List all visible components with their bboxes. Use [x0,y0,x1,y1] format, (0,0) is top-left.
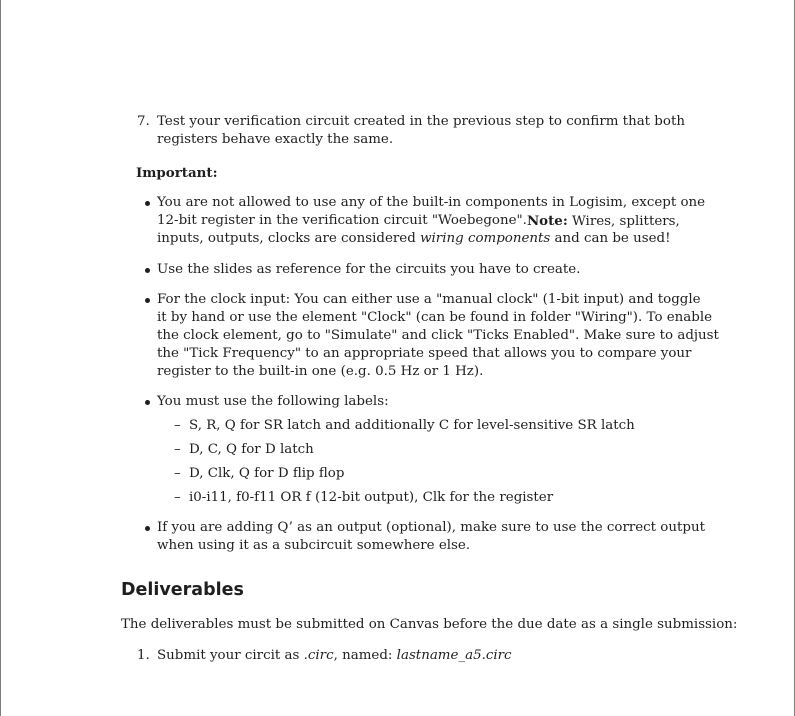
label-item-register: i0-i11, f0-f11 OR f (12-bit output), Clk for the register [189,490,554,505]
dash-marker: – [174,418,181,433]
deliverable-1-text-lead: Submit your circit as [157,648,300,663]
bullet-marker [145,526,150,531]
deliverable-1-text-mid: , named: [333,648,393,663]
bullet-5-line-1: If you are adding Q’ as an output (optional), make sure to use the correct output [157,520,705,535]
deliverable-1-number: 1. [137,648,150,663]
important-label: Important: [136,165,218,181]
step-7-text-line-2: registers behave exactly the same. [157,132,394,147]
bullet-marker [145,400,150,405]
bullet-2-line-1: Use the slides as reference for the circuits you have to create. [157,262,581,277]
bullet-3-line-4: the "Tick Frequency" to an appropriate speed that allows you to compare your [157,346,692,361]
label-item-d-latch: D, C, Q for D latch [189,442,314,457]
deliverables-heading: Deliverables [121,580,244,600]
circ-extension: .circ [303,648,334,663]
bullet-4-line-1: You must use the following labels: [157,394,389,409]
bullet-1-line-3-text: inputs, outputs, clocks are considered [157,231,416,246]
label-item-sr-latch: S, R, Q for SR latch and additionally C for level-sensitive SR latch [189,418,635,433]
dash-marker: – [174,442,181,457]
bullet-1-line-1: You are not allowed to use any of the built-in components in Logisim, except one [157,195,706,210]
deliverables-intro: The deliverables must be submitted on Canvas before the due date as a single submission: [121,617,738,632]
bullet-1-line-2-tail: Wires, splitters, [572,214,680,229]
bullet-marker [145,268,150,273]
step-7-text-line-1: Test your verification circuit created in the previous step to confirm that both [157,114,685,129]
dash-marker: – [174,466,181,481]
label-item-d-flip-flop: D, Clk, Q for D flip flop [189,466,345,481]
step-7-number: 7. [137,114,150,129]
bullet-marker [145,201,150,206]
bullet-1-line-2-text: 12-bit register in the verification circuit "Woebegone". [157,213,527,228]
filename-pattern: lastname_a5.circ [396,648,512,663]
bullet-1-line-2 [157,212,680,231]
bullet-1-line-3 [157,230,670,248]
bullet-3-line-5: register to the built-in one (e.g. 0.5 Hz or 1 Hz). [157,364,484,379]
deliverable-1-text [157,647,512,665]
bullet-3-line-3: the clock element, go to "Simulate" and click "Ticks Enabled". Make sure to adjust [157,328,719,343]
bullet-3-line-2: it by hand or use the element "Clock" (can be found in folder "Wiring"). To enable [157,310,713,325]
note-label: Note: [526,213,568,229]
bullet-1-line-3-tail: and can be used! [554,231,671,246]
bullet-5-line-2: when using it as a subcircuit somewhere else. [157,538,471,553]
bullet-3-line-1: For the clock input: You can either use a "manual clock" (1-bit input) and toggle [157,292,701,307]
bullet-marker [145,298,150,303]
wiring-components-term: wiring components [420,231,551,246]
dash-marker: – [174,490,181,505]
